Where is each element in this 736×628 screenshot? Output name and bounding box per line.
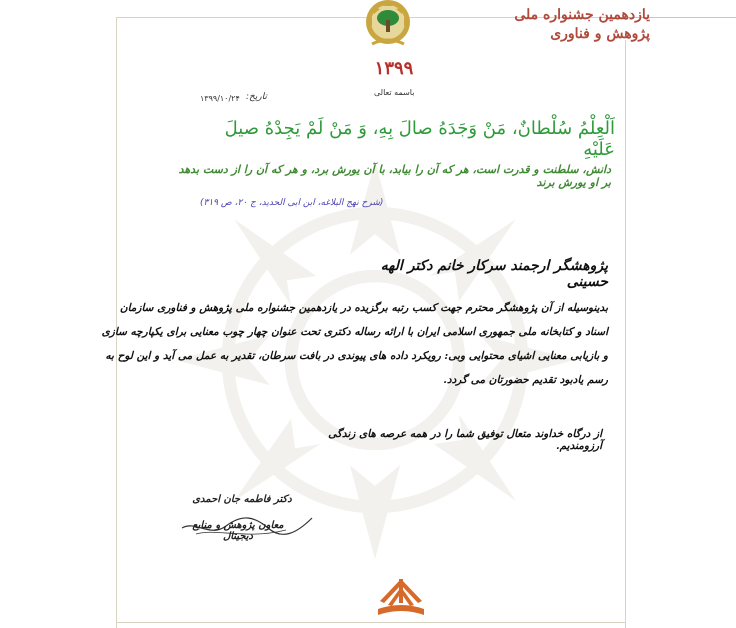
hadith-arabic: اَلْعِلْمُ سُلْطانٌ، مَنْ وَجَدَهُ صالَ بِهِ، وَ مَنْ لَمْ یَجِدْهُ صیلَ عَلَیْهِ — [224, 118, 615, 160]
date-value: ۱۳۹۹/۱۰/۲۴ — [200, 94, 240, 103]
signer-name: دکتر فاطمه جان احمدی — [192, 494, 292, 505]
hadith-translation: دانش، سلطنت و قدرت است، هر که آن را بیابد، با آن یورش برد، و هر که آن را از دست بدهد بر او یورش برند — [178, 163, 611, 189]
date-label: تاریخ: — [246, 92, 267, 102]
library-logo-icon — [372, 575, 430, 620]
hadith-source: (شرح نهج البلاغه، ابن ابی الحدید، ج ۲۰، ص ۳۱۹) — [200, 198, 384, 208]
letter-line: اسناد و کتابخانه ملی جمهوری اسلامی ایران با ارائه رساله دکتری تحت عنوان چهار چوب معنایی برای یکپارچه سازی — [101, 326, 608, 338]
frame-right-border — [625, 40, 626, 628]
signer-title: معاون پژوهش و منابع دیجیتال — [192, 520, 284, 542]
festival-title-line2: پژوهش و فناوری — [550, 26, 650, 42]
letter-line: رسم یادبود تقدیم حضورتان می گردد. — [443, 374, 608, 386]
festival-logo-icon — [350, 0, 426, 54]
letter-line: بدینوسیله از آن پژوهشگر محترم جهت کسب رتبه برگزیده در یازدهمین جشنواره ملی پژوهش و فناوری سازمان — [119, 302, 608, 314]
year-label: ۱۳۹۹ — [374, 58, 414, 79]
letter-closing: از درگاه خداوند متعال توفیق شما را در همه عرصه های زندگی آرزومندیم. — [328, 428, 602, 452]
basmala-text: باسمه تعالی — [374, 88, 415, 97]
letter-line: و بازیابی معنایی اشیای محتوایی وبی: رویکرد داده های پیوندی در بافت سرطان، تقدیر به عمل می آید و این لوح به — [105, 350, 608, 362]
recipient-heading: پژوهشگر ارجمند سرکار خانم دکتر الهه حسینی — [380, 258, 608, 290]
festival-title-line1: یازدهمین جشنواره ملی — [514, 7, 650, 23]
frame-bottom-border — [116, 622, 626, 623]
letter-body — [101, 296, 608, 392]
festival-title — [450, 6, 650, 44]
